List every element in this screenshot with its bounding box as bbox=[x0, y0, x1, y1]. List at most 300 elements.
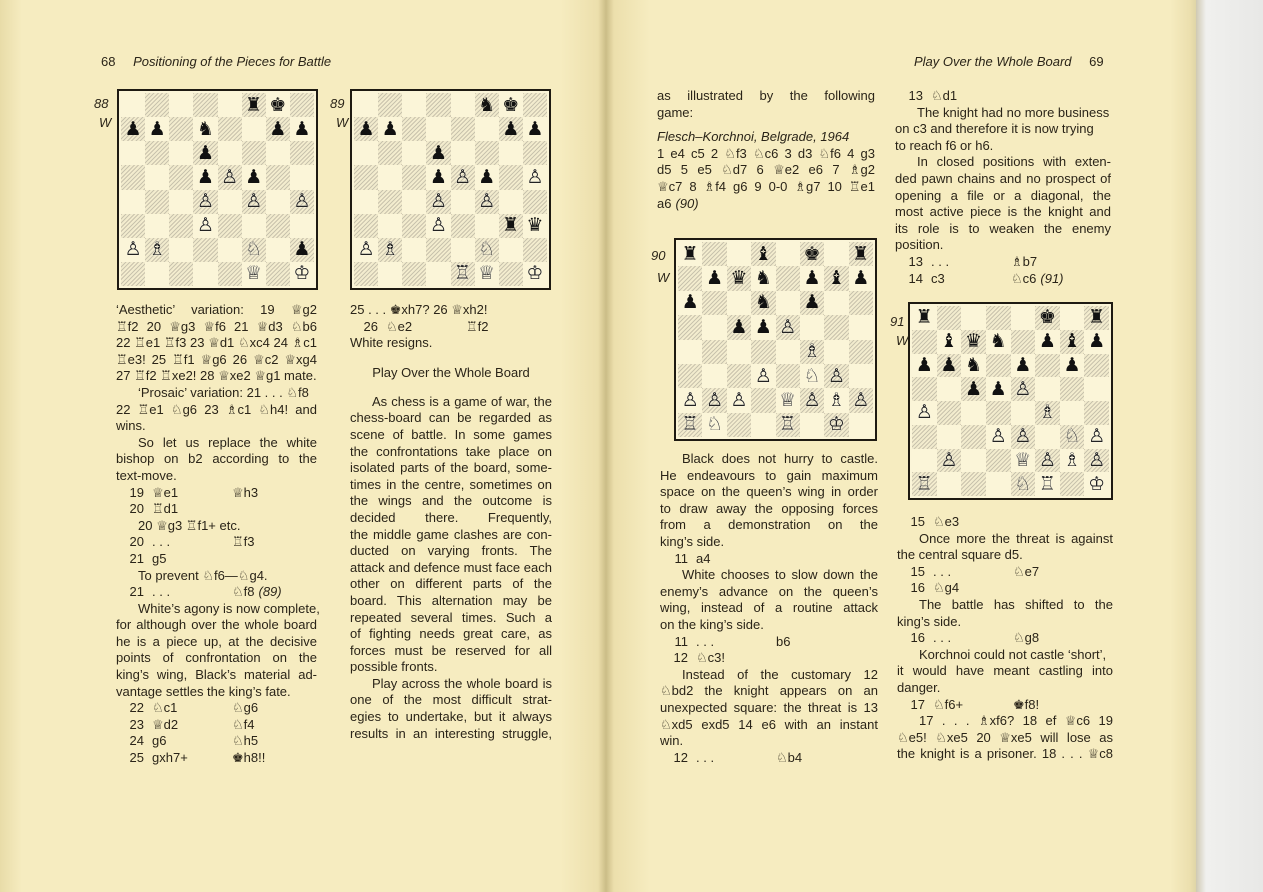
board-square bbox=[824, 388, 848, 412]
text-line bbox=[116, 634, 317, 651]
board-square bbox=[169, 117, 193, 141]
board-square bbox=[218, 141, 242, 165]
chess-piece: ♟ bbox=[940, 353, 958, 376]
line-text: win. bbox=[660, 733, 684, 749]
board-square bbox=[218, 262, 242, 286]
board-square bbox=[145, 141, 169, 165]
line-text: unexpected square: the threat is 13 bbox=[660, 699, 878, 715]
line-text: Play across the whole board is bbox=[372, 675, 552, 691]
board-square bbox=[121, 190, 145, 214]
move-number: 21 bbox=[129, 584, 144, 600]
board-square bbox=[824, 340, 848, 364]
chess-piece: ♙ bbox=[526, 165, 544, 188]
board-square bbox=[354, 141, 378, 165]
line-text: chess-board can be regarded as bbox=[350, 410, 552, 426]
chess-piece: ♜ bbox=[245, 93, 263, 116]
board-square bbox=[678, 266, 702, 290]
text-line bbox=[350, 527, 552, 544]
board-square bbox=[523, 190, 547, 214]
diagram-91-side: W bbox=[896, 333, 909, 348]
chess-piece: ♟ bbox=[730, 315, 748, 338]
board-square bbox=[169, 190, 193, 214]
chess-piece: ♖ bbox=[1038, 472, 1056, 495]
board-square bbox=[678, 413, 702, 437]
chess-piece: ♖ bbox=[779, 413, 797, 436]
board-square bbox=[727, 242, 751, 266]
board-square bbox=[218, 165, 242, 189]
left-column-1 bbox=[116, 302, 320, 767]
line-text: to draw away the opposing forces bbox=[660, 500, 878, 516]
text-line bbox=[116, 385, 317, 402]
board-square bbox=[193, 93, 217, 117]
line-text: isolated parts of the board, some- bbox=[350, 460, 552, 476]
text-line bbox=[895, 171, 1111, 188]
chess-diagram-89 bbox=[350, 89, 551, 290]
board-square bbox=[475, 190, 499, 214]
white-move: ♖d1 bbox=[152, 501, 179, 517]
move-line bbox=[895, 271, 1111, 288]
board-square bbox=[800, 315, 824, 339]
move-number: 20 bbox=[129, 534, 144, 550]
board-square bbox=[193, 262, 217, 286]
chess-piece: ♜ bbox=[1088, 306, 1106, 329]
white-move: . . . bbox=[933, 630, 952, 646]
board-square bbox=[145, 238, 169, 262]
board-square bbox=[499, 238, 523, 262]
board-square bbox=[776, 413, 800, 437]
diagram-90-number: 90 bbox=[651, 248, 666, 263]
line-text: repeated several times. Such a bbox=[350, 609, 552, 625]
running-title: Play Over the Whole Board bbox=[914, 54, 1072, 69]
text-line bbox=[657, 105, 875, 122]
board-square bbox=[800, 242, 824, 266]
board-square bbox=[266, 93, 290, 117]
move-number: 26 bbox=[363, 318, 378, 334]
text-line bbox=[350, 410, 552, 427]
text-line bbox=[897, 680, 1113, 697]
board-square bbox=[1011, 377, 1036, 401]
text-line bbox=[116, 435, 317, 452]
black-move: ♗b7 bbox=[1011, 253, 1038, 269]
line-text: He endeavours to gain maximum bbox=[660, 467, 878, 483]
text-line bbox=[657, 162, 875, 179]
board-square bbox=[702, 291, 726, 315]
move-number: 15 bbox=[910, 563, 925, 579]
spacer bbox=[350, 386, 552, 394]
board-square bbox=[402, 165, 426, 189]
diagram-88-number: 88 bbox=[94, 96, 109, 111]
move-line bbox=[116, 584, 317, 601]
chess-piece: ♘ bbox=[706, 413, 724, 436]
text-line bbox=[116, 650, 317, 667]
board-square bbox=[751, 364, 775, 388]
line-text: it would have meant castling into bbox=[897, 663, 1113, 679]
board-square bbox=[451, 262, 475, 286]
move-line bbox=[660, 634, 878, 651]
chess-piece: ♙ bbox=[196, 190, 214, 213]
line-text: a6 bbox=[657, 195, 672, 211]
black-move: ♘g8 bbox=[1013, 630, 1040, 646]
board-square bbox=[426, 262, 450, 286]
black-move: ♘g6 bbox=[232, 700, 259, 716]
chess-piece: ♙ bbox=[852, 388, 870, 411]
text-line bbox=[350, 643, 552, 660]
line-text: White chooses to slow down the bbox=[682, 567, 878, 583]
board-square bbox=[776, 315, 800, 339]
chess-piece: ♙ bbox=[478, 190, 496, 213]
line-text: The battle has shifted to the bbox=[919, 596, 1113, 612]
chess-piece: ♝ bbox=[940, 330, 958, 353]
chess-piece: ♚ bbox=[1038, 306, 1056, 329]
move-line bbox=[116, 733, 317, 750]
board-square bbox=[986, 449, 1011, 473]
chess-piece: ♖ bbox=[681, 413, 699, 436]
board-square bbox=[523, 93, 547, 117]
chess-piece: ♟ bbox=[124, 117, 142, 140]
board-square bbox=[678, 340, 702, 364]
board-square bbox=[169, 262, 193, 286]
board-square bbox=[1035, 330, 1060, 354]
text-line bbox=[895, 204, 1111, 221]
board-square bbox=[1060, 472, 1085, 496]
chess-piece: ♙ bbox=[454, 165, 472, 188]
text-line bbox=[116, 418, 317, 435]
board-square bbox=[499, 190, 523, 214]
line-text: In closed positions with exten- bbox=[917, 154, 1111, 170]
line-text: wing, instead of a routine attack bbox=[660, 600, 878, 616]
text-line bbox=[116, 568, 317, 585]
board-square bbox=[1011, 401, 1036, 425]
board-square bbox=[378, 238, 402, 262]
line-text: the middle game clashes are con- bbox=[350, 526, 552, 542]
board-square bbox=[1084, 401, 1109, 425]
board-square bbox=[937, 306, 962, 330]
chess-piece: ♙ bbox=[429, 214, 447, 237]
white-move: c3 bbox=[931, 270, 945, 286]
board-square bbox=[912, 401, 937, 425]
move-number: 14 bbox=[908, 270, 923, 286]
line-text: times in the centre, sometimes on bbox=[350, 476, 552, 492]
board-square bbox=[499, 214, 523, 238]
text-line bbox=[660, 683, 878, 700]
board-square bbox=[475, 214, 499, 238]
board-square bbox=[121, 93, 145, 117]
chess-diagram-88 bbox=[117, 89, 318, 290]
text-line bbox=[897, 663, 1113, 680]
chess-piece: ♟ bbox=[196, 141, 214, 164]
right-column-2-top bbox=[895, 88, 1111, 287]
board-square bbox=[849, 266, 873, 290]
line-text: scene of battle. In some games bbox=[350, 426, 552, 442]
text-line bbox=[660, 534, 878, 551]
white-move: ♕d2 bbox=[152, 716, 179, 732]
line-text: its role is to weaken the enemy bbox=[895, 220, 1111, 236]
line-text: the central square d5. bbox=[897, 547, 1023, 563]
board-square bbox=[1011, 472, 1036, 496]
text-line bbox=[350, 302, 552, 319]
board-square bbox=[218, 117, 242, 141]
board-square bbox=[751, 291, 775, 315]
board-square bbox=[776, 266, 800, 290]
chess-piece: ♛ bbox=[730, 267, 748, 290]
board-square bbox=[499, 93, 523, 117]
text-line bbox=[350, 726, 552, 743]
move-number: 15 bbox=[910, 514, 925, 529]
board-square bbox=[499, 165, 523, 189]
line-text: ♖f2 20 ♕g3 ♕f6 21 ♕d3 ♘b6 bbox=[116, 318, 317, 334]
black-move: ♘f4 bbox=[232, 716, 255, 732]
text-line bbox=[350, 576, 552, 593]
board-square bbox=[1084, 425, 1109, 449]
text-line bbox=[350, 543, 552, 560]
move-number: 13 bbox=[908, 253, 923, 269]
move-line bbox=[116, 700, 317, 717]
board-square bbox=[727, 364, 751, 388]
text-line bbox=[660, 600, 878, 617]
move-line bbox=[116, 501, 317, 518]
chess-piece: ♜ bbox=[681, 242, 699, 265]
board-square bbox=[961, 401, 986, 425]
board-square bbox=[937, 330, 962, 354]
line-text: ♘bd2 the knight appears on an bbox=[660, 683, 878, 699]
chess-piece: ♚ bbox=[269, 93, 287, 116]
line-text: space on the queen’s wing in order bbox=[660, 484, 878, 500]
text-line bbox=[895, 154, 1111, 171]
board-square bbox=[451, 214, 475, 238]
chess-piece: ♙ bbox=[1038, 448, 1056, 471]
board-square bbox=[242, 165, 266, 189]
board-square bbox=[290, 165, 314, 189]
chess-piece: ♟ bbox=[915, 353, 933, 376]
chess-piece: ♟ bbox=[1014, 353, 1032, 376]
white-move: a4 bbox=[696, 550, 711, 566]
board-square bbox=[1084, 306, 1109, 330]
line-text: White’s agony is now complete, bbox=[138, 600, 320, 616]
diagram-88-side: W bbox=[99, 115, 112, 130]
text-line bbox=[350, 676, 552, 693]
line-text: 1 e4 c5 2 ♘f3 ♘c6 3 d3 ♘f6 4 g3 bbox=[657, 145, 875, 161]
text-line bbox=[895, 237, 1111, 254]
board-square bbox=[193, 190, 217, 214]
board-square bbox=[354, 238, 378, 262]
chess-piece: ♕ bbox=[779, 388, 797, 411]
board-square bbox=[824, 413, 848, 437]
line-text: The knight had no more business bbox=[917, 104, 1110, 120]
spacer bbox=[350, 352, 552, 360]
line-text: 27 ♖f2 ♖xe2! 28 ♕xe2 ♕g1 mate. bbox=[116, 368, 317, 384]
board-square bbox=[824, 291, 848, 315]
board-square bbox=[678, 364, 702, 388]
white-move: ♘c3! bbox=[696, 650, 725, 666]
chess-piece: ♔ bbox=[827, 413, 845, 436]
board-square bbox=[451, 93, 475, 117]
board-square bbox=[776, 291, 800, 315]
chess-piece: ♞ bbox=[754, 267, 772, 290]
text-line bbox=[350, 610, 552, 627]
board-square bbox=[378, 165, 402, 189]
text-line bbox=[350, 477, 552, 494]
board-square bbox=[702, 242, 726, 266]
white-move: . . . bbox=[152, 534, 171, 550]
line-text: ducted on varying fronts. The bbox=[350, 543, 552, 559]
black-move: ♚f8! bbox=[1013, 696, 1040, 712]
board-square bbox=[912, 306, 937, 330]
board-square bbox=[800, 340, 824, 364]
chess-piece: ♙ bbox=[827, 364, 845, 387]
board-square bbox=[290, 141, 314, 165]
chess-piece: ♚ bbox=[502, 93, 520, 116]
board-square bbox=[121, 141, 145, 165]
board-square bbox=[937, 401, 962, 425]
chess-piece: ♟ bbox=[429, 141, 447, 164]
chess-piece: ♟ bbox=[852, 267, 870, 290]
chess-piece: ♗ bbox=[1038, 401, 1056, 424]
board-square bbox=[961, 425, 986, 449]
board-square bbox=[849, 413, 873, 437]
chess-piece: ♙ bbox=[706, 388, 724, 411]
line-text: bishop on b2 according to the bbox=[116, 451, 317, 467]
chess-piece: ♔ bbox=[526, 262, 544, 285]
white-move: g6 bbox=[152, 733, 167, 749]
move-number: 11 bbox=[674, 633, 688, 649]
board-square bbox=[678, 315, 702, 339]
move-number: 23 bbox=[129, 716, 144, 732]
text-line bbox=[660, 700, 878, 717]
board-square bbox=[961, 449, 986, 473]
text-line bbox=[350, 593, 552, 610]
move-number: 19 bbox=[129, 484, 144, 500]
chess-piece: ♗ bbox=[803, 340, 821, 363]
chess-piece: ♙ bbox=[357, 238, 375, 261]
text-line bbox=[350, 427, 552, 444]
board-square bbox=[727, 266, 751, 290]
board-square bbox=[475, 238, 499, 262]
chess-piece: ♙ bbox=[429, 190, 447, 213]
text-line bbox=[116, 335, 317, 352]
chess-piece: ♝ bbox=[1063, 330, 1081, 353]
line-text: ♘e5! ♘xe5 20 ♕xe5 will lose as bbox=[897, 729, 1113, 745]
text-line bbox=[660, 584, 878, 601]
board-square bbox=[145, 117, 169, 141]
board-square bbox=[193, 117, 217, 141]
line-text: of fighting needs great care, as bbox=[350, 626, 552, 642]
board-square bbox=[1060, 449, 1085, 473]
chess-piece: ♔ bbox=[1088, 472, 1106, 495]
board-square bbox=[961, 306, 986, 330]
board-square bbox=[751, 388, 775, 412]
chess-piece: ♛ bbox=[965, 330, 983, 353]
move-line bbox=[660, 551, 878, 568]
board-square bbox=[451, 117, 475, 141]
board-square bbox=[402, 214, 426, 238]
page-number: 68 bbox=[101, 54, 116, 69]
board-square bbox=[266, 214, 290, 238]
board-square bbox=[727, 413, 751, 437]
move-line bbox=[116, 750, 317, 767]
move-line bbox=[660, 650, 878, 667]
diagram-89-number: 89 bbox=[330, 96, 345, 111]
board-square bbox=[1035, 377, 1060, 401]
white-move: . . . bbox=[696, 749, 715, 765]
board-square bbox=[475, 262, 499, 286]
right-page-header bbox=[914, 54, 1104, 69]
line-text: ♕c7 8 ♗f4 g6 9 0-0 ♗g7 10 ♖e1 bbox=[657, 178, 875, 194]
text-line bbox=[895, 138, 1111, 155]
board-square bbox=[727, 388, 751, 412]
text-line bbox=[897, 746, 1113, 763]
text-line bbox=[350, 560, 552, 577]
text-line bbox=[116, 518, 317, 535]
chess-piece: ♞ bbox=[478, 93, 496, 116]
line-text: as illustrated by the following bbox=[657, 88, 875, 103]
spacer bbox=[657, 121, 875, 129]
board-square bbox=[751, 413, 775, 437]
text-line bbox=[660, 717, 878, 734]
text-line bbox=[116, 617, 317, 634]
chess-piece: ♙ bbox=[1088, 425, 1106, 448]
line-text: Once more the threat is against bbox=[919, 530, 1113, 546]
board-square bbox=[986, 425, 1011, 449]
text-line bbox=[350, 692, 552, 709]
chess-piece: ♙ bbox=[681, 388, 699, 411]
text-line bbox=[116, 402, 317, 419]
board-square bbox=[1011, 330, 1036, 354]
board-square bbox=[849, 315, 873, 339]
black-move: ♖f3 bbox=[232, 534, 255, 550]
move-number: 16 bbox=[910, 580, 925, 596]
board-square bbox=[451, 141, 475, 165]
text-line bbox=[657, 179, 875, 196]
board-square bbox=[451, 238, 475, 262]
board-square bbox=[354, 190, 378, 214]
board-square bbox=[169, 165, 193, 189]
board-square bbox=[266, 190, 290, 214]
line-text: text-move. bbox=[116, 467, 177, 483]
line-text: danger. bbox=[897, 679, 941, 695]
line-text: As chess is a game of war, the bbox=[372, 393, 552, 409]
line-text: ♘xd5 exd5 14 e6 with an instant bbox=[660, 716, 878, 732]
board-square bbox=[145, 165, 169, 189]
board-square bbox=[242, 214, 266, 238]
board-square bbox=[824, 315, 848, 339]
chess-piece: ♙ bbox=[989, 425, 1007, 448]
line-text: the knight is a prisoner. 18 . . . ♕c8 bbox=[897, 746, 1113, 762]
chess-piece: ♚ bbox=[803, 242, 821, 265]
board-square bbox=[193, 238, 217, 262]
text-line bbox=[660, 667, 878, 684]
board-square bbox=[849, 388, 873, 412]
diagram-90-side: W bbox=[657, 270, 670, 285]
board-square bbox=[702, 413, 726, 437]
board-square bbox=[523, 117, 547, 141]
board-square bbox=[1035, 425, 1060, 449]
black-move: ♖f2 bbox=[466, 318, 489, 334]
board-square bbox=[937, 425, 962, 449]
chess-piece: ♙ bbox=[196, 214, 214, 237]
chess-piece: ♟ bbox=[803, 267, 821, 290]
board-square bbox=[523, 214, 547, 238]
text-line bbox=[660, 468, 878, 485]
board-square bbox=[266, 238, 290, 262]
board-square bbox=[121, 262, 145, 286]
text-line bbox=[350, 659, 552, 676]
board-square bbox=[849, 340, 873, 364]
board-square bbox=[702, 388, 726, 412]
chess-piece: ♟ bbox=[245, 165, 263, 188]
board-square bbox=[1011, 306, 1036, 330]
right-column-1-top bbox=[657, 88, 875, 212]
board-square bbox=[824, 364, 848, 388]
